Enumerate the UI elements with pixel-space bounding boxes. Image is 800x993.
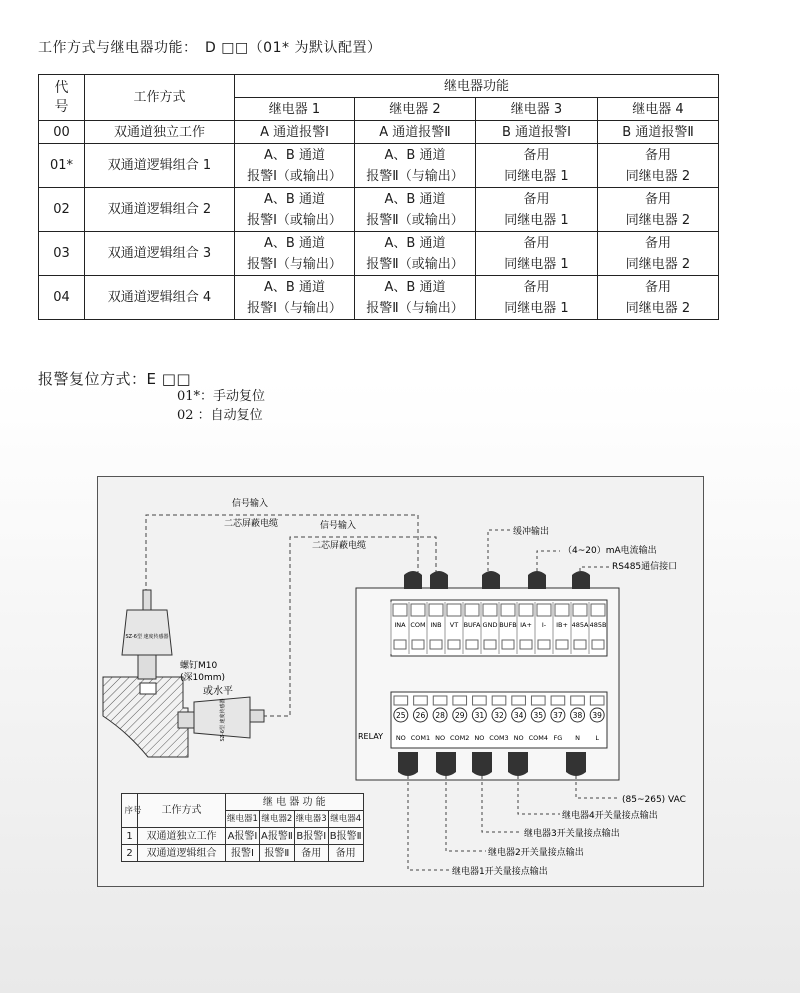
row-code: 02 xyxy=(39,188,85,232)
buffer-output-label: 缓冲输出 xyxy=(513,527,550,537)
relay-cell-line: 备用 xyxy=(523,147,550,163)
relay-cell-line: 报警Ⅰ（与输出） xyxy=(247,256,342,272)
mini-table-row xyxy=(122,828,364,845)
relay-cell-line: 备用 xyxy=(644,191,671,207)
relay-cell-line: 同继电器 2 xyxy=(625,168,691,184)
terminal-screw-slot xyxy=(393,604,407,616)
mini-relay-header: 继电器2 xyxy=(260,811,295,828)
relay-cell-line: 报警Ⅰ（或输出） xyxy=(247,212,342,228)
mini-relay-cell: A报警Ⅱ xyxy=(260,828,295,845)
relay-cell-line: A、B 通道 xyxy=(384,279,446,295)
relay-cell-line: 报警Ⅱ（与输出） xyxy=(366,300,464,316)
relay-summary-table xyxy=(121,793,364,862)
relay-cell-line: 备用 xyxy=(644,147,671,163)
terminal-screw-slot xyxy=(465,604,479,616)
relay-cell-line: 备用 xyxy=(523,235,550,251)
mini-col-group: 继 电 器 功 能 xyxy=(226,794,364,811)
signal-input-2-label: 信号输入 xyxy=(320,521,357,531)
relay-cell-line: 备用 xyxy=(644,235,671,251)
relay-cell-line: 同继电器 1 xyxy=(504,300,569,316)
mini-relay-cell: 报警Ⅰ xyxy=(226,845,260,862)
col-mode-header: 工作方式 xyxy=(85,75,235,121)
top-terminal-label: I- xyxy=(541,621,547,629)
reset-heading: 报警复位方式：E □□ xyxy=(38,370,192,388)
terminal-screw-slot xyxy=(411,604,425,616)
terminal-screw-slot xyxy=(591,604,605,616)
row-code: 01* xyxy=(39,144,85,188)
relay-cell-line: A、B 通道 xyxy=(264,235,325,251)
mini-relay-cell: B报警Ⅰ xyxy=(294,828,328,845)
or-horizontal-label: 或水平 xyxy=(203,686,233,697)
screw-label: 螺钉M10 xyxy=(180,661,218,671)
top-terminal-label: VT xyxy=(449,621,459,629)
row-mode: 双通道逻辑组合 4 xyxy=(85,276,235,320)
rs485-label: RS485通信接口 xyxy=(612,562,678,572)
mini-row-no: 1 xyxy=(122,828,138,845)
bottom-terminal-label: COM1 xyxy=(410,734,431,742)
bottom-terminal-label: NO xyxy=(435,734,446,742)
mini-col-mode: 工作方式 xyxy=(138,794,226,828)
relay-cell-line: 报警Ⅰ（与输出） xyxy=(247,300,342,316)
current-output-label: （4~20）mA电流输出 xyxy=(563,546,657,556)
terminal-number: 29 xyxy=(454,711,465,720)
row-mode: 双通道独立工作 xyxy=(85,121,235,144)
mini-col-no: 序号 xyxy=(122,794,138,828)
col-relay-group-header: 继电器功能 xyxy=(235,75,719,98)
relay-cell-line: A、B 通道 xyxy=(264,147,325,163)
bottom-terminal-label: L xyxy=(595,734,599,742)
top-terminal-label: GND xyxy=(482,621,498,629)
bottom-terminal-label: COM4 xyxy=(528,734,548,742)
relay-cell-line: 同继电器 2 xyxy=(625,256,691,272)
relay-cell-line: A 通道报警Ⅰ xyxy=(260,124,329,140)
terminal-screw-slot xyxy=(519,604,533,616)
terminal-screw-slot xyxy=(501,604,515,616)
sensor-2-label: SZ-6型 速度传感器 xyxy=(220,698,226,742)
relay-cell-line: A、B 通道 xyxy=(384,147,446,163)
mini-relay-cell: 报警Ⅱ xyxy=(260,845,295,862)
terminal-number: 34 xyxy=(513,711,524,720)
terminal-screw-slot xyxy=(555,604,569,616)
top-terminal-label: BUFA xyxy=(463,621,481,629)
mini-relay-header: 继电器3 xyxy=(294,811,328,828)
terminal-number: 39 xyxy=(592,711,602,720)
relay-cell-line: 同继电器 2 xyxy=(625,212,691,228)
screw-depth-label: (深10mm) xyxy=(180,673,226,683)
mini-relay-cell: B报警Ⅱ xyxy=(328,828,363,845)
relay2-output-label: 继电器2开关量接点输出 xyxy=(488,848,584,858)
row-mode: 双通道逻辑组合 3 xyxy=(85,232,235,276)
mini-row-no: 2 xyxy=(122,845,138,862)
bottom-terminal-label: NO xyxy=(474,734,485,742)
relay-cell-line: A、B 通道 xyxy=(264,279,325,295)
relay-cell-line: 同继电器 1 xyxy=(504,212,569,228)
bottom-terminal-label: COM3 xyxy=(489,734,509,742)
relay1-output-label: 继电器1开关量接点输出 xyxy=(452,867,548,877)
mini-relay-cell: 备用 xyxy=(328,845,363,862)
relay-cell-line: 同继电器 2 xyxy=(625,300,691,316)
relay-cell-line: A 通道报警Ⅱ xyxy=(379,124,451,140)
relay-label: RELAY xyxy=(358,732,383,741)
terminal-number: 26 xyxy=(415,711,426,720)
col-code-header: 代号 xyxy=(39,75,85,121)
relay-cell-line: A、B 通道 xyxy=(264,191,325,207)
power-label: (85~265) VAC xyxy=(622,795,686,805)
top-terminal-label: IB+ xyxy=(556,621,568,629)
cable-1-label: 二芯屏蔽电缆 xyxy=(224,519,279,529)
terminal-screw-slot xyxy=(573,604,587,616)
row-code: 04 xyxy=(39,276,85,320)
top-terminal-label: INB xyxy=(430,621,442,629)
top-terminal-label: IA+ xyxy=(520,621,532,629)
terminal-number: 32 xyxy=(494,711,504,720)
relay-header: 继电器 2 xyxy=(355,98,476,121)
relay-cell-line: 备用 xyxy=(523,191,550,207)
terminal-number: 31 xyxy=(474,711,485,720)
reset-option-auto: 02 ：自动复位 xyxy=(177,408,263,423)
bottom-terminal-label: COM2 xyxy=(450,734,470,742)
relay-cell-line: 报警Ⅰ（或输出） xyxy=(247,168,342,184)
terminal-number: 38 xyxy=(572,711,583,720)
mini-relay-header: 继电器4 xyxy=(328,811,363,828)
row-code: 00 xyxy=(39,121,85,144)
terminal-number: 25 xyxy=(396,711,406,720)
signal-cable-1 xyxy=(146,515,418,600)
relay4-output-label: 继电器4开关量接点输出 xyxy=(562,811,658,821)
mini-row-mode: 双通道逻辑组合 xyxy=(138,845,226,862)
row-mode: 双通道逻辑组合 1 xyxy=(85,144,235,188)
terminal-screw-slot xyxy=(447,604,461,616)
relay-cell-line: A、B 通道 xyxy=(384,235,446,251)
relay-cell-line: B 通道报警Ⅰ xyxy=(502,124,571,140)
signal-input-1-label: 信号输入 xyxy=(232,499,269,509)
mini-row-mode: 双通道独立工作 xyxy=(138,828,226,845)
relay-cell-line: 报警Ⅱ（或输出） xyxy=(366,256,464,272)
terminal-number: 35 xyxy=(533,711,544,720)
row-code: 03 xyxy=(39,232,85,276)
mini-relay-cell: A报警Ⅰ xyxy=(226,828,260,845)
top-terminal-label: BUFB xyxy=(499,621,517,629)
relay-header: 继电器 4 xyxy=(598,98,719,121)
mini-relay-header: 继电器1 xyxy=(226,811,260,828)
terminal-screw-slot xyxy=(483,604,497,616)
bottom-terminal-label: FG xyxy=(553,734,563,742)
reset-option-manual: 01*：手动复位 xyxy=(177,389,266,404)
terminal-screw-slot xyxy=(429,604,443,616)
relay-header: 继电器 1 xyxy=(235,98,355,121)
relay-cell-line: B 通道报警Ⅱ xyxy=(622,124,694,140)
bottom-terminal-label: NO xyxy=(395,734,406,742)
bottom-terminal-label: NO xyxy=(513,734,524,742)
top-terminal-label: 485A xyxy=(571,621,589,629)
work-mode-heading: 工作方式与继电器功能： D □□（01* 为默认配置） xyxy=(38,40,382,56)
sensor-1-label: SZ-6型 速度传感器 xyxy=(125,634,169,640)
terminal-screw-slot xyxy=(537,604,551,616)
row-mode: 双通道逻辑组合 2 xyxy=(85,188,235,232)
top-terminal-label: 485B xyxy=(589,621,607,629)
terminal-number: 28 xyxy=(435,711,445,720)
speed-sensor-1 xyxy=(122,610,172,655)
relay-cell-line: 同继电器 1 xyxy=(504,168,569,184)
mini-relay-cell: 备用 xyxy=(294,845,328,862)
relay-header: 继电器 3 xyxy=(476,98,598,121)
terminal-number: 37 xyxy=(553,711,563,720)
cable-2-label: 二芯屏蔽电缆 xyxy=(312,541,367,551)
top-terminal-label: COM xyxy=(410,621,426,629)
relay-cell-line: 报警Ⅱ（或输出） xyxy=(366,212,464,228)
bottom-terminal-label: N xyxy=(575,734,580,742)
relay-cell-line: A、B 通道 xyxy=(384,191,446,207)
relay3-output-label: 继电器3开关量接点输出 xyxy=(524,829,620,839)
relay-cell-line: 报警Ⅱ（与输出） xyxy=(366,168,464,184)
top-terminal-label: INA xyxy=(394,621,406,629)
mini-table-row xyxy=(122,845,364,862)
relay-cell-line: 同继电器 1 xyxy=(504,256,569,272)
relay-cell-line: 备用 xyxy=(644,279,671,295)
relay-cell-line: 备用 xyxy=(523,279,550,295)
